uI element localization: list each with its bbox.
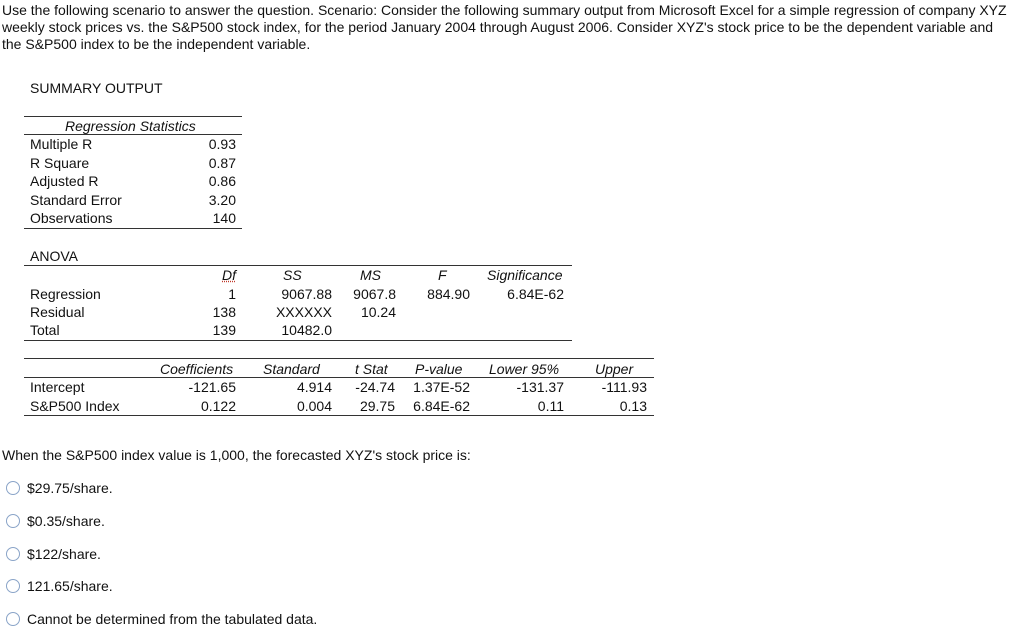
anova-title: ANOVA — [30, 248, 78, 264]
coef-tstat: 29.75 — [359, 398, 395, 414]
anova-row-label: Regression — [30, 286, 101, 302]
anova-row-label: Total — [30, 322, 60, 338]
coef-pvalue: 1.37E-52 — [413, 379, 470, 395]
table-rule — [24, 340, 572, 341]
radio-button[interactable] — [6, 481, 20, 495]
coef-stderr: 0.004 — [296, 398, 332, 414]
coef-lower95: 0.11 — [537, 398, 564, 414]
anova-f: 884.90 — [427, 286, 470, 302]
anova-ms: 9067.8 — [353, 286, 396, 302]
coef-stderr: 4.914 — [296, 379, 332, 395]
coef-upper: -111.93 — [601, 379, 647, 395]
table-rule — [24, 415, 654, 416]
stat-value: 0.87 — [208, 155, 236, 171]
anova-ss: 9067.88 — [281, 286, 332, 302]
stat-label: Observations — [30, 210, 113, 226]
stat-value: 0.86 — [208, 173, 236, 189]
answer-option-2[interactable] — [6, 511, 105, 531]
regression-statistics-header: Regression Statistics — [65, 118, 196, 134]
anova-row-label: Residual — [30, 304, 85, 320]
answer-option-label: 121.65/share. — [27, 578, 113, 594]
coef-header-lower95: Lower 95% — [489, 361, 560, 377]
table-rule — [24, 358, 654, 359]
stat-value: 0.93 — [208, 136, 236, 152]
anova-header-ss: SS — [283, 267, 302, 283]
radio-button[interactable] — [6, 612, 20, 626]
answer-option-label: $0.35/share. — [27, 513, 105, 529]
anova-header-f: F — [438, 267, 447, 283]
answer-option-3[interactable] — [6, 544, 101, 564]
anova-df: 138 — [212, 304, 236, 320]
coef-row-label: S&P500 Index — [30, 398, 120, 414]
answer-option-label: $122/share. — [27, 546, 101, 562]
table-rule — [24, 228, 242, 229]
answer-option-5[interactable] — [6, 609, 317, 629]
question-text: Use the following scenario to answer the question. Scenario: Consider the following summary output from Microsoft Excel for a simple regression of company XYZ weekly stock prices vs. the S&P500 stock index, for the period January 2004 through August 2006. Consider XYZ's stock price to be the dependent variable and the S&P500 index to be the independent variable. — [2, 2, 1007, 52]
coef-upper: 0.13 — [619, 398, 647, 414]
coef-lower95: -131.37 — [516, 379, 564, 395]
radio-button[interactable] — [6, 514, 20, 528]
answer-option-label: $29.75/share. — [27, 480, 113, 496]
coef-row-label: Intercept — [30, 379, 85, 395]
anova-header-significance: Significance — [487, 267, 563, 283]
coef-header-standard: Standard — [263, 361, 320, 377]
stat-label: Adjusted R — [30, 173, 99, 189]
answer-option-1[interactable] — [6, 478, 113, 498]
coef-header-pvalue: P-value — [415, 361, 463, 377]
coef-pvalue: 6.84E-62 — [413, 398, 470, 414]
coef-tstat: -24.74 — [355, 379, 395, 395]
anova-ms: 10.24 — [360, 304, 396, 320]
anova-df: 1 — [228, 286, 236, 302]
radio-button[interactable] — [6, 579, 20, 593]
anova-ss: XXXXXX — [275, 304, 332, 320]
coef-value: -121.65 — [188, 379, 236, 395]
anova-header-df: Df — [222, 267, 236, 283]
question-prompt: When the S&P500 index value is 1,000, the forecasted XYZ's stock price is: — [2, 447, 471, 463]
coef-value: 0.122 — [200, 398, 236, 414]
anova-ss: 10482.0 — [281, 322, 332, 338]
coef-header-coefficients: Coefficients — [160, 361, 234, 377]
stat-value: 140 — [212, 210, 236, 226]
anova-significance: 6.84E-62 — [507, 286, 564, 302]
stat-label: Multiple R — [30, 136, 93, 152]
answer-option-label: Cannot be determined from the tabulated data. — [27, 611, 318, 627]
coef-header-upper: Upper — [595, 361, 634, 377]
anova-header-ms: MS — [360, 267, 381, 283]
coef-header-tstat: t Stat — [355, 361, 388, 377]
anova-df: 139 — [212, 322, 236, 338]
answer-option-4[interactable] — [6, 576, 113, 596]
stat-label: R Square — [30, 155, 90, 171]
stat-label: Standard Error — [30, 192, 122, 208]
summary-output-title: SUMMARY OUTPUT — [30, 80, 163, 96]
radio-button[interactable] — [6, 547, 20, 561]
stat-value: 3.20 — [208, 192, 236, 208]
